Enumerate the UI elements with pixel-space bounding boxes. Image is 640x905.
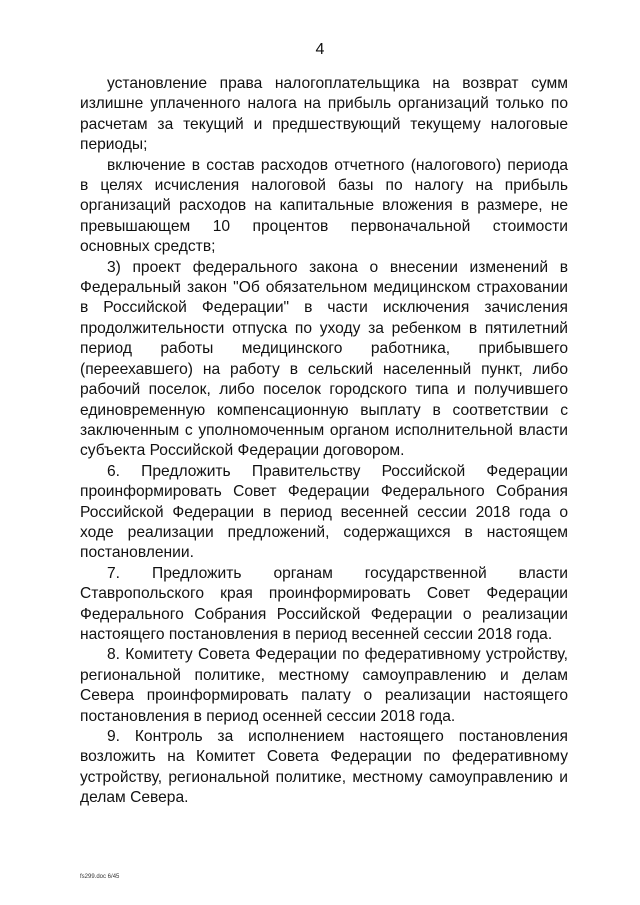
paragraph-item-6: 6. Предложить Правительству Российской Федерации проинформировать Совет Федерации Федерального Собрания Российской Федерации в период весенней сессии 2018 года о ходе реализации предложений, содержащихся в настоящем постановлении. xyxy=(80,462,568,562)
document-body xyxy=(80,74,568,809)
paragraph-draft-law: 3) проект федерального закона о внесении изменений в Федеральный закон "Об обязательном медицинском страховании в Российской Федерации" в части исключения зачисления продолжительности отпуска по уходу за ребенком в пятилетний период работы медицинского работника, прибывшего (переехавшего) на работу в сельский населенный пункт, либо рабочий поселок, либо поселок городского типа и получившего единовременную компенсационную выплату в соответствии с заключенным с уполномоченным органом исполнительной власти субъекта Российской Федерации договором. xyxy=(80,258,568,460)
paragraph-capital-expenses: включение в состав расходов отчетного (налогового) периода в целях исчисления налоговой базы по налогу на прибыль организаций расходов на капитальные вложения в размере, не превышающем 10 процентов первоначальной стоимости основных средств; xyxy=(80,156,568,256)
paragraph-item-9: 9. Контроль за исполнением настоящего постановления возложить на Комитет Совета Федерации по федеративному устройству, региональной политике, местному самоуправлению и делам Севера. xyxy=(80,728,568,807)
page-number: 4 xyxy=(315,41,325,58)
file-footer: fs299.doc 6/45 xyxy=(80,874,120,880)
paragraph-item-7: 7. Предложить органам государственной власти Ставропольского края проинформировать Совет Федерации Федерального Собрания Российской Федерации о реализации настоящего постановления в период весенней сессии 2018 года. xyxy=(80,564,568,643)
paragraph-item-8: 8. Комитету Совета Федерации по федеративному устройству, региональной политике, местному самоуправлению и делам Севера проинформировать палату о реализации настоящего постановления в период осенней сессии 2018 года. xyxy=(80,646,568,725)
paragraph-tax-refund: установление права налогоплательщика на возврат сумм излишне уплаченного налога на прибыль организаций только по расчетам за текущий и предшествующий текущему налоговые периоды; xyxy=(80,75,568,154)
